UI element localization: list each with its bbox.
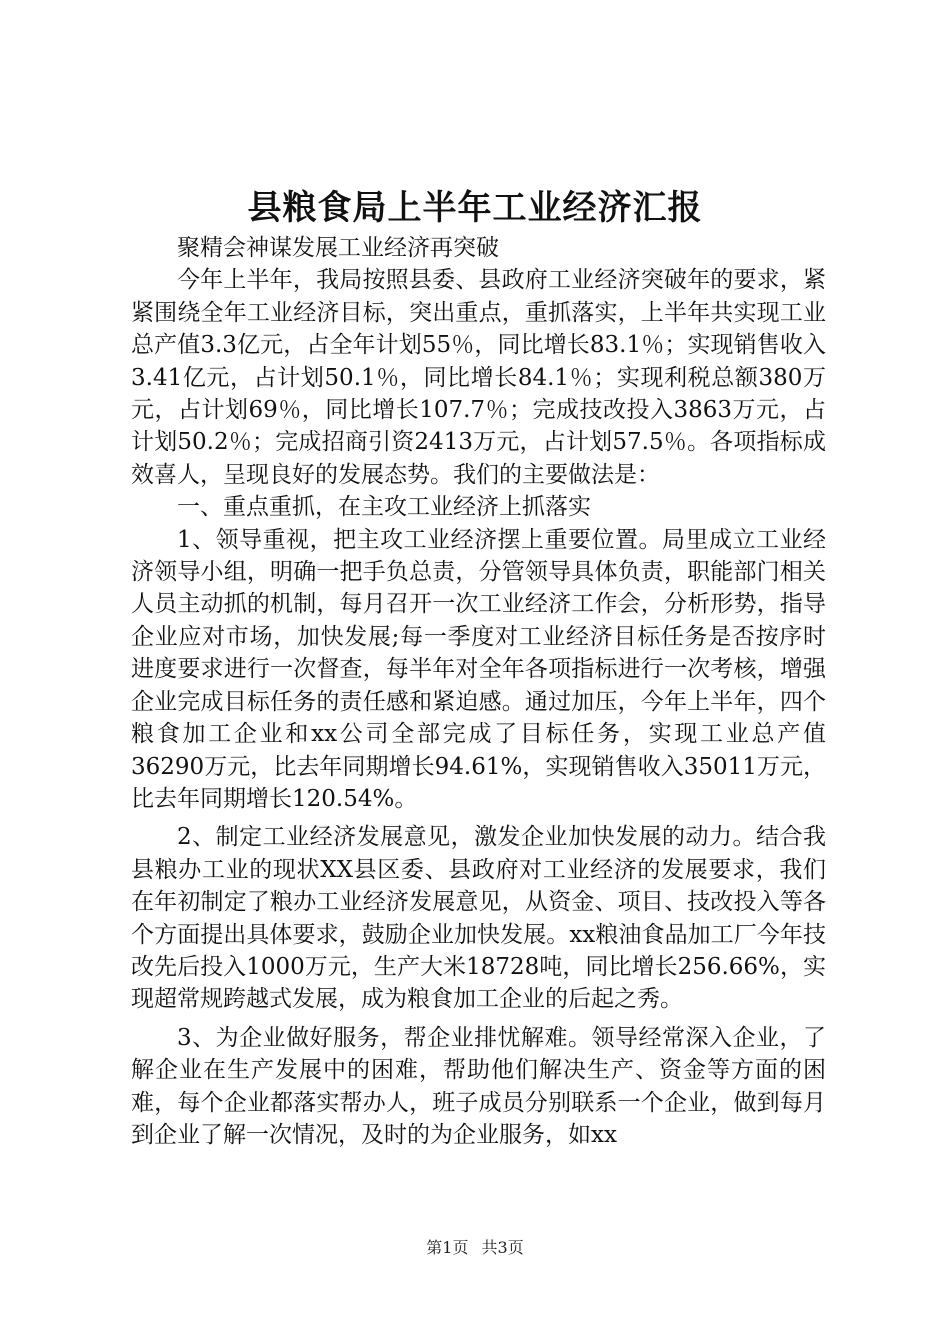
page-total: 共3页	[481, 1238, 524, 1257]
page-footer	[0, 1238, 950, 1258]
body-paragraph-1: 1、领导重视，把主攻工业经济摆上重要位置。局里成立工业经济领导小组，明确一把手负总责，分管领导具体负责，职能部门相关人员主动抓的机制，每月召开一次工业经济工作会，分析形势，指导企业应对市场，加快发展;每一季度对工业经济目标任务是否按序时进度要求进行一次督查，每半年对全年各项指标进行一次考核，增强企业完成目标任务的责任感和紧迫感。通过加压，今年上半年，四个粮食加工企业和xx公司全部完成了目标任务，实现工业总产值36290万元，比去年同期增长94.61%，实现销售收入35011万元，比去年同期增长120.54%。	[131, 526, 826, 812]
page-number: 第1页	[426, 1238, 469, 1257]
section-heading: 一、重点重抓，在主攻工业经济上抓落实	[177, 494, 591, 521]
intro-paragraph: 今年上半年，我局按照县委、县政府工业经济突破年的要求，紧紧围绕全年工业经济目标，突出重点，重抓落实，上半年共实现工业总产值3.3亿元，占全年计划55％，同比增长83.1％；实现销售收入3.41亿元，占计划50.1％，同比增长84.1％；实现利税总额380万元，占计划69％，同比增长107.7％；完成技改投入3863万元，占计划50.2％；完成招商引资2413万元，占计划57.5％。各项指标成效喜人，呈现良好的发展态势。我们的主要做法是：	[131, 267, 826, 488]
body-paragraph-2: 2、制定工业经济发展意见，激发企业加快发展的动力。结合我县粮办工业的现状XX县区委、县政府对工业经济的发展要求，我们在年初制定了粮办工业经济发展意见，从资金、项目、技改投入等各个方面提出具体要求，鼓励企业加快发展。xx粮油食品加工厂今年技改先后投入1000万元，生产大米18728吨，同比增长256.66%，实现超常规跨越式发展，成为粮食加工企业的后起之秀。	[131, 824, 826, 1013]
body-paragraph-3: 3、为企业做好服务，帮企业排忧解难。领导经常深入企业，了解企业在生产发展中的困难，帮助他们解决生产、资金等方面的困难，每个企业都落实帮办人，班子成员分别联系一个企业，做到每月到企业了解一次情况，及时的为企业服务，如xx	[131, 1024, 826, 1148]
document-body	[131, 232, 826, 1151]
document-title: 县粮食局上半年工业经济汇报	[247, 188, 703, 228]
subtitle-paragraph: 聚精会神谋发展工业经济再突破	[177, 235, 499, 261]
